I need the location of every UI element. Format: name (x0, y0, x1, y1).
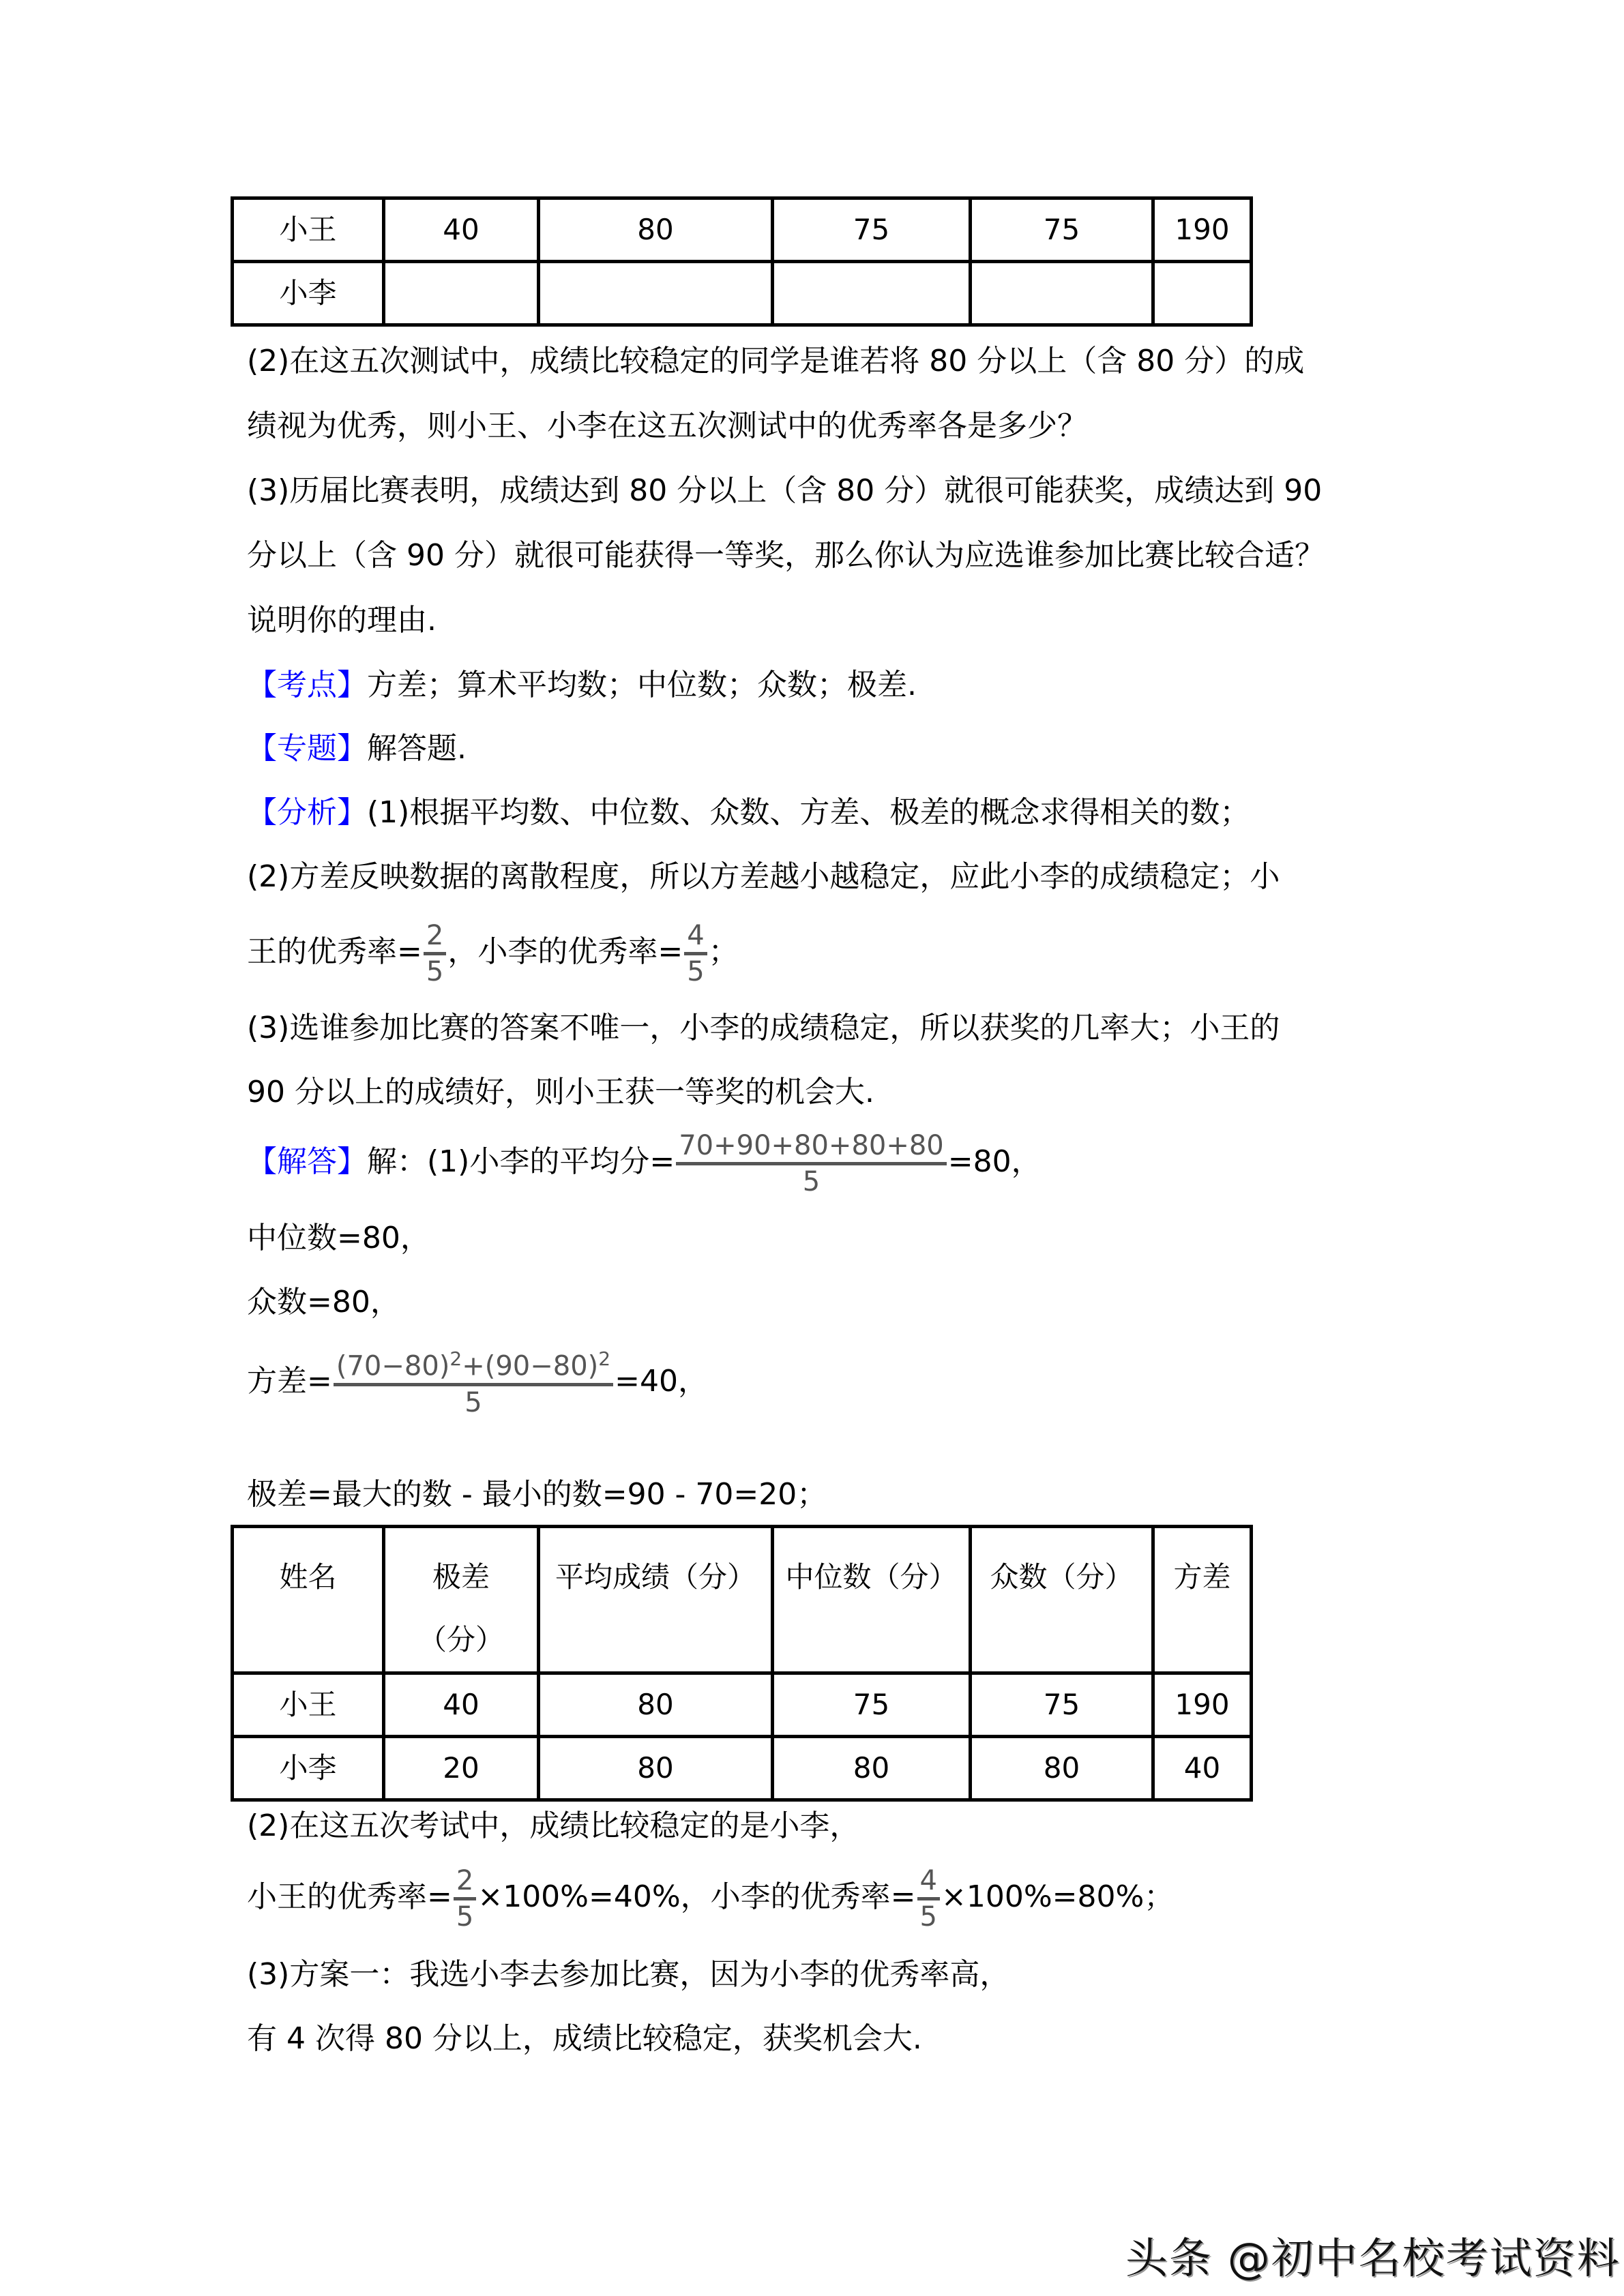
watermark: 头条 @初中名校考试资料 (1125, 2233, 1621, 2283)
jieda-tag: 【解答】 (247, 1144, 367, 1179)
header-variance: 方差 (1153, 1527, 1252, 1673)
fraction (454, 1864, 476, 1933)
header-range (384, 1527, 539, 1673)
fraction-bar (454, 1897, 476, 1900)
header-mean: 平均成绩（分） (539, 1527, 773, 1673)
jieda-line-1 (247, 1128, 1042, 1196)
cell-name: 小王 (233, 1673, 384, 1737)
fraction (917, 1864, 940, 1933)
question-3-line-3: 说明你的理由. (247, 603, 437, 638)
fraction (684, 919, 707, 987)
cell-name: 小王 (233, 198, 384, 262)
cell-median: 80 (773, 1737, 971, 1800)
zhuanti-line (247, 728, 467, 769)
answer-2-text-c: ×100%=80%； (941, 1879, 1175, 1914)
question-3-line-2: 分以上（含 90 分）就很可能获得一等奖，那么你认为应选谁参加比赛比较合适？ (247, 538, 1325, 573)
question-3-line-1: (3)历届比赛表明，成绩达到 80 分以上（含 80 分）就很可能获奖，成绩达到 90 (247, 473, 1323, 508)
question-2-line-1: (2)在这五次测试中，成绩比较稳定的同学是谁若将 80 分以上（含 80 分）的成 (247, 344, 1305, 378)
exponent: 2 (598, 1347, 611, 1371)
cell-mean (539, 262, 773, 325)
kaodian-tag: 【考点】 (247, 668, 367, 702)
zhuanti-tag: 【专题】 (247, 731, 367, 766)
fraction-denominator: 5 (426, 955, 444, 987)
term-a: (70−80) (336, 1350, 450, 1382)
header-mode: 众数（分） (971, 1527, 1153, 1673)
question-2-line-2: 绩视为优秀，则小王、小李在这五次测试中的优秀率各是多少？ (247, 408, 1087, 443)
fraction-numerator: 4 (687, 919, 705, 951)
jieda-var-prefix: 方差= (247, 1364, 332, 1399)
header-range-line2: （分） (417, 1623, 504, 1656)
fraction-denominator: 5 (464, 1386, 482, 1418)
fraction (676, 1129, 947, 1197)
plus-sign: + (462, 1350, 485, 1382)
jieda-mean-prefix: 解：(1)小李的平均分= (367, 1144, 675, 1179)
table-row (233, 1673, 1252, 1737)
cell-variance: 190 (1153, 1673, 1252, 1737)
fenxi-line-3 (247, 918, 739, 986)
answer-2-line-2 (247, 1863, 1174, 1931)
fenxi-text-3b: ，小李的优秀率= (447, 934, 683, 969)
cell-mean: 80 (539, 1737, 773, 1800)
jieda-mode: 众数=80， (247, 1285, 400, 1320)
cell-variance: 190 (1153, 198, 1252, 262)
header-range-line1: 极差 (432, 1560, 490, 1594)
fraction-denominator: 5 (919, 1900, 937, 1933)
fraction-denominator: 5 (456, 1900, 474, 1933)
cell-mode: 75 (971, 1673, 1153, 1737)
cell-mean: 80 (539, 198, 773, 262)
header-median: 中位数（分） (773, 1527, 971, 1673)
fenxi-line-1 (247, 792, 1250, 833)
score-table-complete (231, 1525, 1253, 1802)
cell-range (384, 262, 539, 325)
cell-mode: 80 (971, 1737, 1153, 1800)
cell-variance: 40 (1153, 1737, 1252, 1800)
fraction-bar (334, 1383, 613, 1386)
answer-2-line-1: (2)在这五次考试中，成绩比较稳定的是小李， (247, 1808, 860, 1843)
cell-median: 75 (773, 198, 971, 262)
kaodian-text: 方差；算术平均数；中位数；众数；极差. (367, 668, 917, 702)
exponent: 2 (449, 1347, 462, 1371)
cell-range: 20 (384, 1737, 539, 1800)
fenxi-line-2: (2)方差反映数据的离散程度，所以方差越小越稳定，应此小李的成绩稳定；小 (247, 859, 1280, 894)
fenxi-text-3a: 王的优秀率= (247, 934, 422, 969)
fenxi-text-1: (1)根据平均数、中位数、众数、方差、极差的概念求得相关的数； (367, 795, 1250, 830)
fenxi-line-5: 90 分以上的成绩好，则小王获一等奖的机会大. (247, 1075, 874, 1109)
kaodian-line (247, 665, 917, 706)
answer-3-line-1: (3)方案一：我选小李去参加比赛，因为小李的优秀率高， (247, 1957, 1010, 1992)
table-row (233, 262, 1252, 325)
table-row (233, 198, 1252, 262)
fraction-bar (676, 1162, 947, 1165)
answer-2-text-a: 小王的优秀率= (247, 1879, 452, 1914)
fraction-numerator: 2 (456, 1864, 474, 1896)
fenxi-line-4: (3)选谁参加比赛的答案不唯一，小李的成绩稳定，所以获奖的几率大；小王的 (247, 1011, 1280, 1045)
fraction-numerator: 4 (919, 1864, 937, 1896)
cell-mean: 80 (539, 1673, 773, 1737)
fraction-numerator: 70+90+80+80+80 (679, 1129, 944, 1161)
table-row (233, 1737, 1252, 1800)
fraction-numerator (334, 1347, 613, 1382)
term-b: (90−80) (484, 1350, 599, 1382)
fraction (424, 919, 446, 987)
fraction-bar (684, 952, 707, 955)
cell-median: 75 (773, 1673, 971, 1737)
cell-name: 小李 (233, 262, 384, 325)
cell-mode: 75 (971, 198, 1153, 262)
jieda-median: 中位数=80， (247, 1221, 430, 1255)
fenxi-text-3c: ； (708, 934, 739, 969)
cell-name: 小李 (233, 1737, 384, 1800)
jieda-range: 极差=最大的数 - 最小的数=90 - 70=20； (247, 1477, 827, 1512)
jieda-var-suffix: =40， (615, 1364, 708, 1399)
cell-variance (1153, 262, 1252, 325)
answer-3-line-2: 有 4 次得 80 分以上，成绩比较稳定，获奖机会大. (247, 2021, 922, 2056)
fraction-denominator: 5 (802, 1165, 821, 1197)
zhuanti-text: 解答题. (367, 731, 467, 766)
fraction-denominator: 5 (687, 955, 705, 987)
cell-range: 40 (384, 1673, 539, 1737)
header-name: 姓名 (233, 1527, 384, 1673)
answer-2-text-b: ×100%=40%，小李的优秀率= (477, 1879, 916, 1914)
cell-median (773, 262, 971, 325)
fraction (334, 1347, 613, 1418)
table-header-row (233, 1527, 1252, 1673)
score-table-partial (231, 196, 1253, 327)
jieda-mean-suffix: =80， (947, 1144, 1042, 1179)
cell-mode (971, 262, 1153, 325)
cell-range: 40 (384, 198, 539, 262)
fraction-bar (424, 952, 446, 955)
fraction-bar (917, 1897, 940, 1900)
fraction-numerator: 2 (426, 919, 444, 951)
fenxi-tag: 【分析】 (247, 795, 367, 830)
jieda-variance (247, 1347, 708, 1416)
